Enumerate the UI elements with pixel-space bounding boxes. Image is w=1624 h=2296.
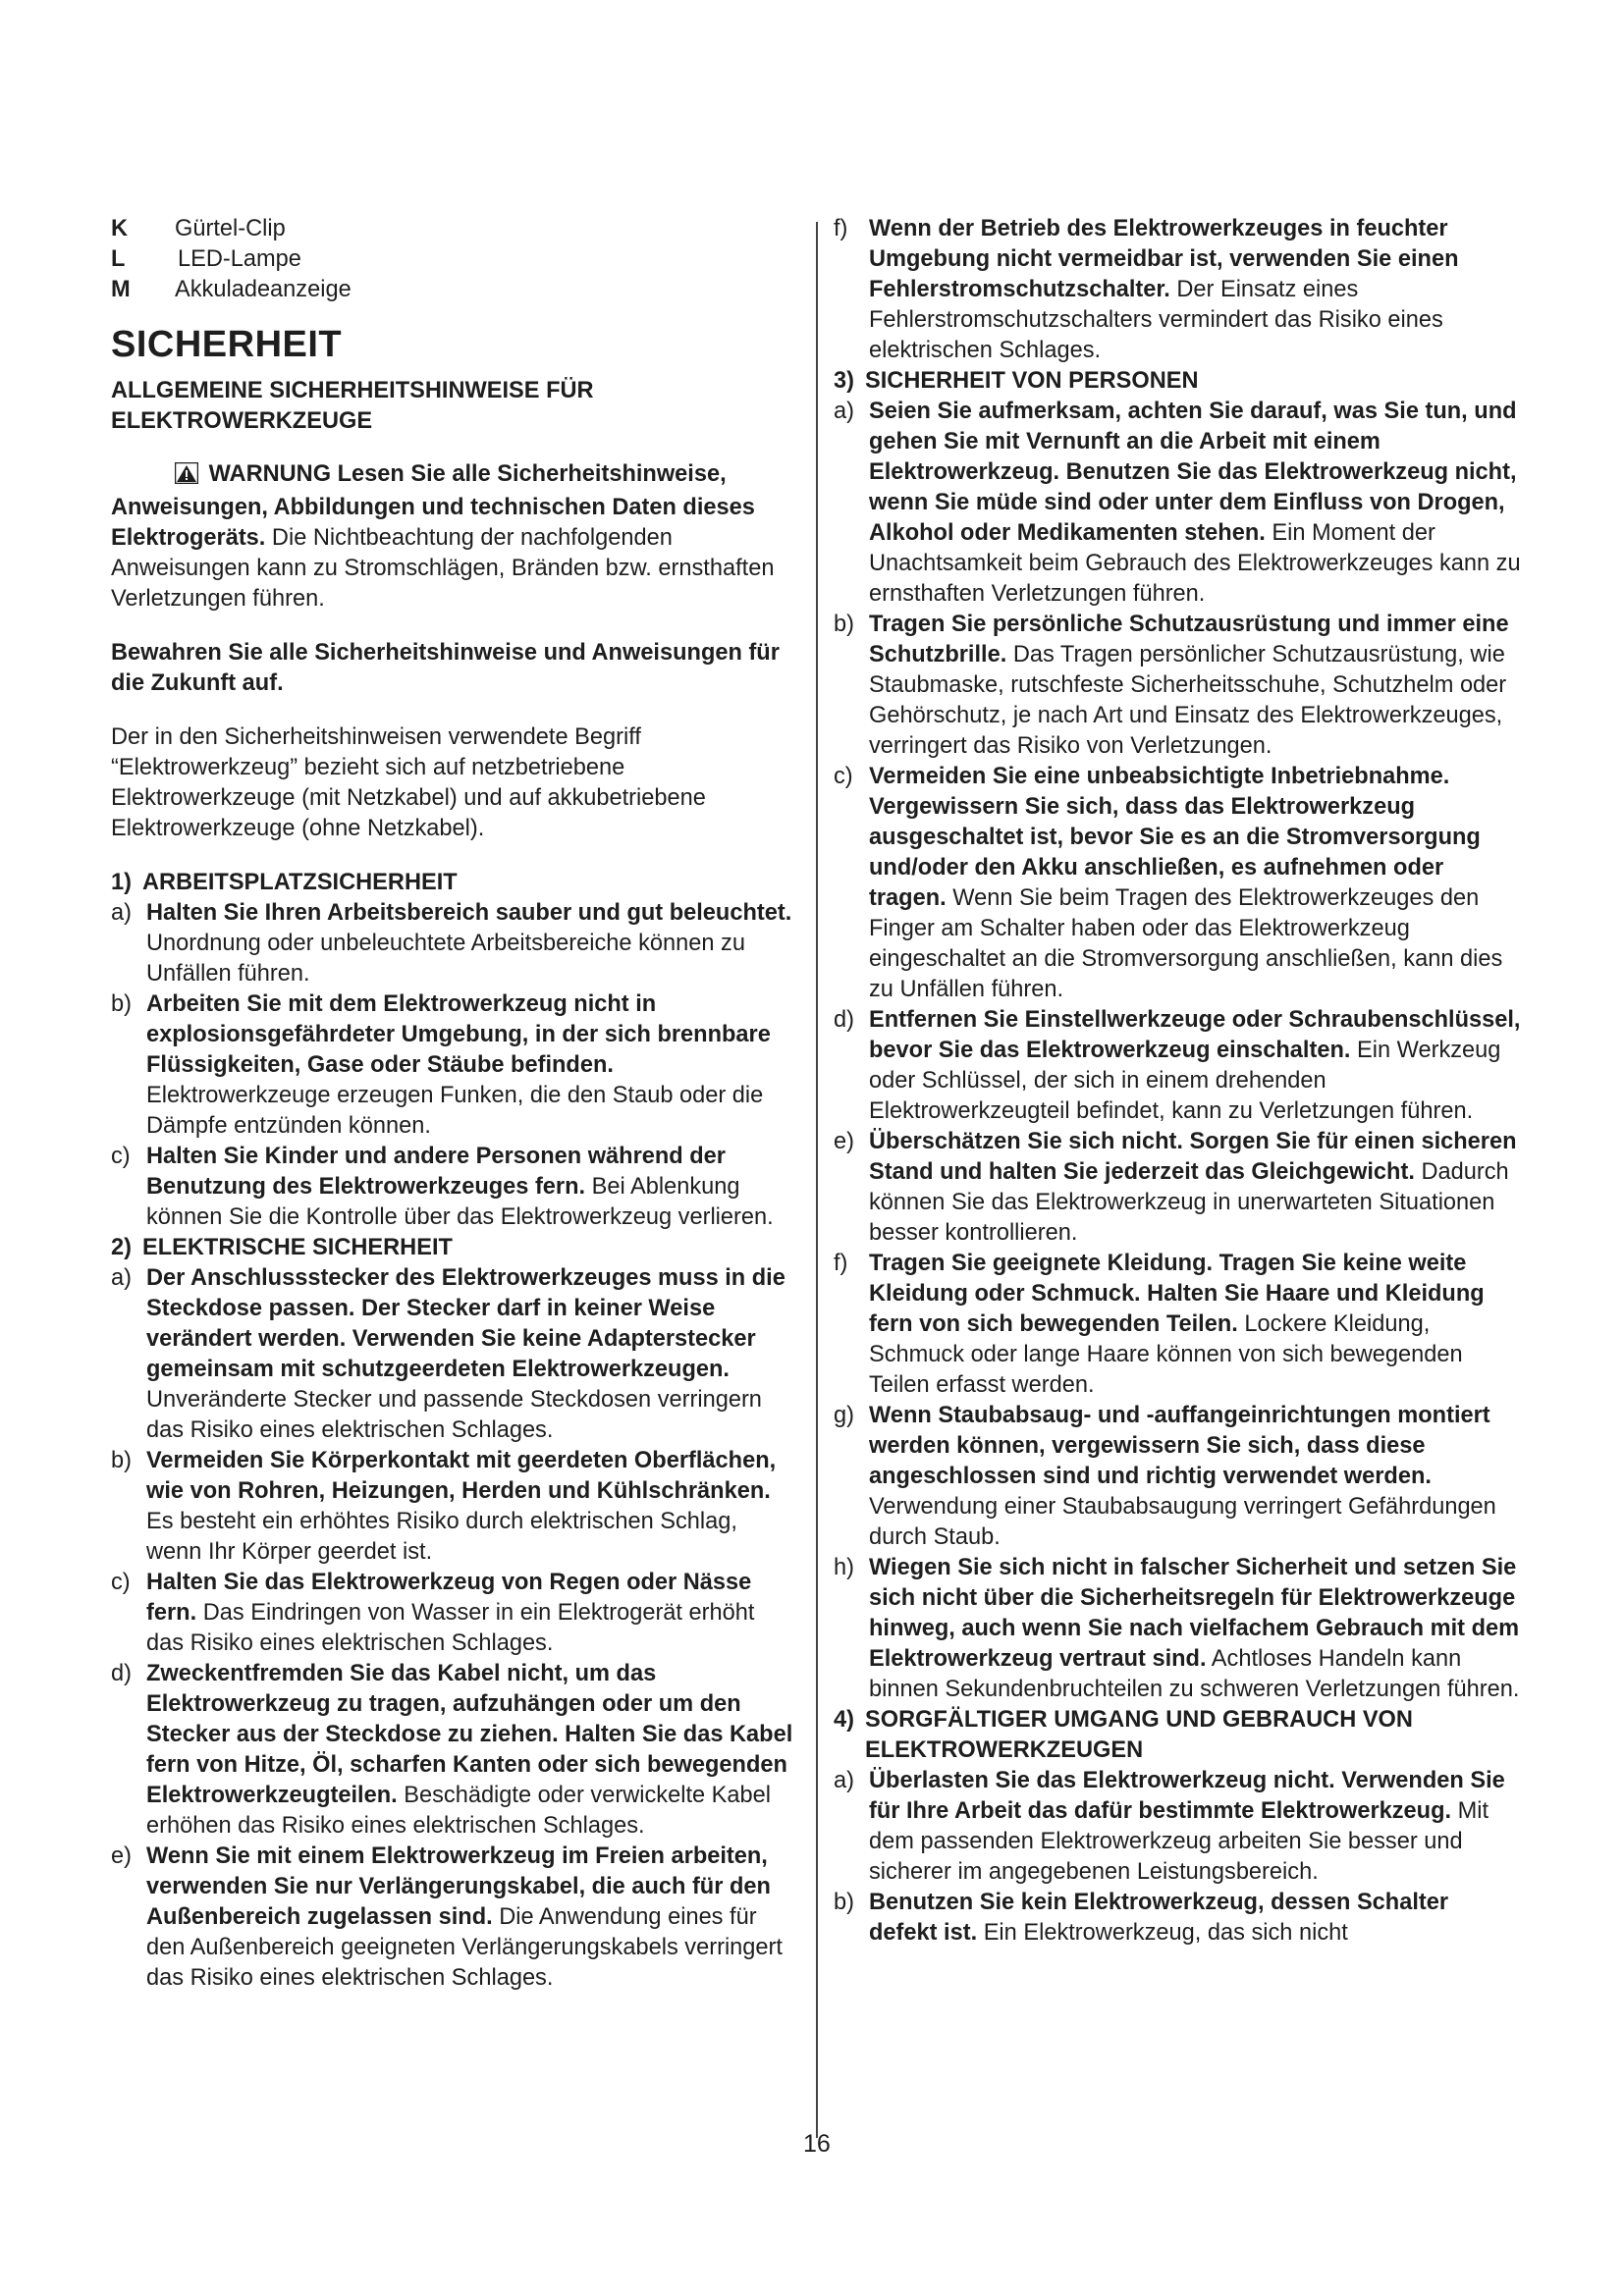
section-number: 3) — [834, 368, 854, 394]
section-heading-text: ARBEITSPLATZSICHERHEIT — [142, 870, 458, 895]
item-bold: Der Anschlussstecker des Elektrowerkzeuges muss in die Steckdose passen. Der Stecker darf in keiner Weise verändert werden. Verwenden Sie keine Adapterstecker gemeinsam mit schutzgeerdeten Elektrowerkzeugen. — [146, 1265, 785, 1382]
legend-text: Gürtel-Clip — [175, 216, 286, 241]
list-item — [111, 989, 798, 1142]
item-label: e) — [834, 1129, 854, 1154]
section-number: 1) — [111, 870, 132, 895]
list-item — [111, 1142, 798, 1233]
list-item — [111, 1568, 798, 1659]
right-column — [834, 214, 1521, 1949]
section-heading-text: SORGFÄLTIGER UMGANG UND GEBRAUCH VON ELEKTROWERKZEUGEN — [865, 1707, 1413, 1763]
warning-paragraph — [111, 459, 798, 614]
item-label: d) — [834, 1007, 854, 1033]
list-item — [834, 1888, 1521, 1949]
list-item — [834, 1127, 1521, 1249]
legend-text: LED-Lampe — [178, 246, 301, 272]
legend-item — [111, 214, 798, 244]
item-text: Wenn Sie beim Tragen des Elektrowerkzeuges den Finger am Schalter haben oder das Elektrowerkzeug eingeschaltet an die Stromversorgung anschließen, kann dies zu Unfällen führen. — [869, 885, 1503, 1002]
list-item — [834, 762, 1521, 1005]
section-number: 4) — [834, 1707, 854, 1733]
section-heading-4 — [834, 1705, 1521, 1766]
item-text: Unordnung oder unbeleuchtete Arbeitsbereiche können zu Unfällen führen. — [146, 931, 745, 987]
item-bold: Entfernen Sie Einstellwerkzeuge oder Schraubenschlüssel, bevor Sie das Elektrowerkzeug einschalten. — [869, 1007, 1521, 1063]
legend-text: Akkuladeanzeige — [175, 277, 352, 302]
item-label: h) — [834, 1555, 854, 1580]
item-bold: Tragen Sie persönliche Schutzausrüstung und immer eine Schutzbrille. — [869, 612, 1509, 667]
legend-item — [111, 244, 798, 275]
item-bold: Seien Sie aufmerksam, achten Sie darauf, was Sie tun, und gehen Sie mit Vernunft an die Arbeit mit einem Elektrowerkzeug. Benutzen Sie das Elektrowerkzeug nicht, wenn Sie müde sind oder unter dem Einfluss von Drogen, Alkohol oder Medikamenten stehen. — [869, 399, 1517, 546]
definition-paragraph: Der in den Sicherheitshinweisen verwendete Begriff “Elektrowerkzeug” bezieht sich auf netzbetriebene Elektrowerkzeuge (mit Netzkabel) und auf akkubetriebene Elektrowerkzeuge (ohne Netzkabel). — [111, 724, 706, 841]
list-item — [834, 610, 1521, 762]
item-text: Es besteht ein erhöhtes Risiko durch elektrischen Schlag, wenn Ihr Körper geerdet ist. — [146, 1509, 737, 1565]
item-bold: Halten Sie Kinder und andere Personen während der Benutzung des Elektrowerkzeuges fern. — [146, 1144, 726, 1200]
page-title: SICHERHEIT — [111, 324, 343, 365]
list-item — [834, 397, 1521, 610]
item-text: Die Anwendung eines für den Außenbereich geeigneten Verlängerungskabels verringert das Risiko eines elektrischen Schlages. — [146, 1904, 783, 1991]
item-bold: Wenn Sie mit einem Elektrowerkzeug im Freien arbeiten, verwenden Sie nur Verlängerungskabel, die auch für den Außenbereich zugelassen sind. — [146, 1843, 771, 1930]
legend-letter: M — [111, 277, 131, 302]
item-text: Das Eindringen von Wasser in ein Elektrogerät erhöht das Risiko eines elektrischen Schlages. — [146, 1600, 755, 1656]
item-text: Achtloses Handeln kann binnen Sekundenbruchteilen zu schweren Verletzungen führen. — [869, 1646, 1520, 1702]
list-item — [834, 1766, 1521, 1888]
list-item — [834, 1401, 1521, 1553]
item-label: b) — [834, 612, 854, 637]
item-label: a) — [834, 399, 854, 424]
item-label: a) — [111, 900, 132, 926]
item-label: g) — [834, 1403, 854, 1428]
item-bold: Überschätzen Sie sich nicht. Sorgen Sie für einen sicheren Stand und halten Sie jederzeit das Gleichgewicht. — [869, 1129, 1517, 1185]
keep-instructions-note — [111, 638, 798, 699]
item-label: a) — [111, 1265, 132, 1291]
item-text: Ein Moment der Unachtsamkeit beim Gebrauch des Elektrowerkzeuges kann zu ernsthaften Verletzungen führen. — [869, 520, 1521, 607]
section-heading-1 — [111, 868, 798, 898]
item-label: d) — [111, 1661, 132, 1686]
section-number: 2) — [111, 1235, 132, 1260]
item-text: Dadurch können Sie das Elektrowerkzeug in unerwarteten Situationen besser kontrollieren. — [869, 1159, 1509, 1246]
list-item — [111, 1659, 798, 1842]
list-item — [834, 1249, 1521, 1401]
item-text: Lockere Kleidung, Schmuck oder lange Haare können von sich bewegenden Teilen erfasst werden. — [869, 1311, 1463, 1398]
list-item — [111, 1446, 798, 1568]
item-label: c) — [111, 1570, 131, 1595]
left-column — [111, 214, 798, 1994]
legend-item — [111, 275, 798, 305]
legend-letter: L — [111, 246, 126, 272]
item-text: Mit dem passenden Elektrowerkzeug arbeiten Sie besser und sicherer im angegebenen Leistungsbereich. — [869, 1798, 1489, 1885]
item-label: b) — [111, 1448, 132, 1473]
list-item — [111, 1263, 798, 1446]
item-label: e) — [111, 1843, 132, 1869]
item-bold: Tragen Sie geeignete Kleidung. Tragen Sie keine weite Kleidung oder Schmuck. Halten Sie Haare und Kleidung fern von sich bewegenden Teilen. — [869, 1251, 1485, 1337]
warning-bold-text: WARNUNG Lesen Sie alle Sicherheitshinweise, Anweisungen, Abbildungen und technischen Daten dieses Elektrogeräts. — [111, 461, 755, 551]
item-text: Ein Elektrowerkzeug, das sich nicht — [977, 1920, 1348, 1946]
section-heading-text: SICHERHEIT VON PERSONEN — [865, 368, 1199, 394]
keep-note-text: Bewahren Sie alle Sicherheitshinweise und Anweisungen für die Zukunft auf. — [111, 640, 780, 696]
item-bold: Benutzen Sie kein Elektrowerkzeug, dessen Schalter defekt ist. — [869, 1890, 1449, 1946]
section-heading-text: ELEKTRISCHE SICHERHEIT — [142, 1235, 453, 1260]
list-item — [834, 1553, 1521, 1705]
legend-letter: K — [111, 216, 129, 241]
item-text: Unveränderte Stecker und passende Steckdosen verringern das Risiko eines elektrischen Schlages. — [146, 1387, 762, 1443]
list-item — [834, 1005, 1521, 1127]
page-number: 16 — [803, 2130, 831, 2158]
warning-text: Die Nichtbeachtung der nachfolgenden Anweisungen kann zu Stromschlägen, Bränden bzw. ernsthaften Verletzungen führen. — [111, 525, 775, 612]
item-bold: Vermeiden Sie Körperkontakt mit geerdeten Oberflächen, wie von Rohren, Heizungen, Herden und Kühlschränken. — [146, 1448, 777, 1504]
column-divider — [816, 222, 818, 2138]
section-heading-2 — [111, 1233, 798, 1263]
item-bold: Halten Sie Ihren Arbeitsbereich sauber und gut beleuchtet. — [146, 900, 792, 926]
item-label: a) — [834, 1768, 854, 1793]
item-bold: Vermeiden Sie eine unbeabsichtigte Inbetriebnahme. Vergewissern Sie sich, dass das Elektrowerkzeug ausgeschaltet ist, bevor Sie es an die Stromversorgung und/oder den Akku anschließen, es aufnehmen oder tragen. — [869, 764, 1481, 911]
item-label: c) — [111, 1144, 131, 1169]
list-item — [111, 898, 798, 989]
item-text: Beschädigte oder verwickelte Kabel erhöhen das Risiko eines elektrischen Schlages. — [146, 1783, 772, 1839]
item-bold: Wenn Staubabsaug- und -auffangeinrichtungen montiert werden können, vergewissern Sie sich, dass diese angeschlossen sind und richtig verwendet werden. — [869, 1403, 1490, 1489]
item-bold: Halten Sie das Elektrowerkzeug von Regen oder Nässe fern. — [146, 1570, 752, 1626]
list-item — [834, 214, 1521, 366]
item-text: Bei Ablenkung können Sie die Kontrolle über das Elektrowerkzeug verlieren. — [146, 1174, 774, 1230]
item-bold: Wenn der Betrieb des Elektrowerkzeuges in feuchter Umgebung nicht vermeidbar ist, verwenden Sie einen Fehlerstromschutzschalter. — [869, 216, 1459, 302]
item-label: b) — [834, 1890, 854, 1915]
item-bold: Überlasten Sie das Elektrowerkzeug nicht. Verwenden Sie für Ihre Arbeit das dafür bestimmte Elektrowerkzeug. — [869, 1768, 1505, 1824]
warning-triangle-icon — [175, 462, 198, 493]
item-bold: Arbeiten Sie mit dem Elektrowerkzeug nicht in explosionsgefährdeter Umgebung, in der sich brennbare Flüssigkeiten, Gase oder Stäube befinden. — [146, 991, 771, 1078]
item-label: b) — [111, 991, 132, 1017]
item-bold: Wiegen Sie sich nicht in falscher Sicherheit und setzen Sie sich nicht über die Sicherheitsregeln für Elektrowerkzeuge hinweg, auch wenn Sie nach vielfachem Gebrauch mit dem Elektrowerkzeug vertraut sind. — [869, 1555, 1520, 1672]
item-text: Verwendung einer Staubabsaugung verringert Gefährdungen durch Staub. — [869, 1494, 1496, 1550]
section-heading-3 — [834, 366, 1521, 397]
section-subtitle: ALLGEMEINE SICHERHEITSHINWEISE FÜR ELEKTROWERKZEUGE — [111, 378, 594, 434]
item-label: c) — [834, 764, 853, 789]
item-text: Elektrowerkzeuge erzeugen Funken, die den Staub oder die Dämpfe entzünden können. — [146, 1083, 764, 1139]
list-item — [111, 1842, 798, 1994]
item-text: Das Tragen persönlicher Schutzausrüstung, wie Staubmaske, rutschfeste Sicherheitsschuhe, Schutzhelm oder Gehörschutz, je nach Art und Einsatz des Elektrowerkzeuges, verringert das Risiko von Verletzungen. — [869, 642, 1507, 759]
item-label: f) — [834, 1251, 848, 1276]
item-label: f) — [834, 216, 848, 241]
item-text: Der Einsatz eines Fehlerstromschutzschalters vermindert das Risiko eines elektrischen Schlages. — [869, 277, 1443, 363]
item-text: Ein Werkzeug oder Schlüssel, der sich in einem drehenden Elektrowerkzeugteil befindet, kann zu Verletzungen führen. — [869, 1038, 1501, 1124]
legend-list — [111, 214, 798, 305]
item-bold: Zweckentfremden Sie das Kabel nicht, um das Elektrowerkzeug zu tragen, aufzuhängen oder um den Stecker aus der Steckdose zu ziehen. Halten Sie das Kabel fern von Hitze, Öl, scharfen Kanten oder sich bewegenden Elektrowerkzeugteilen. — [146, 1661, 793, 1808]
